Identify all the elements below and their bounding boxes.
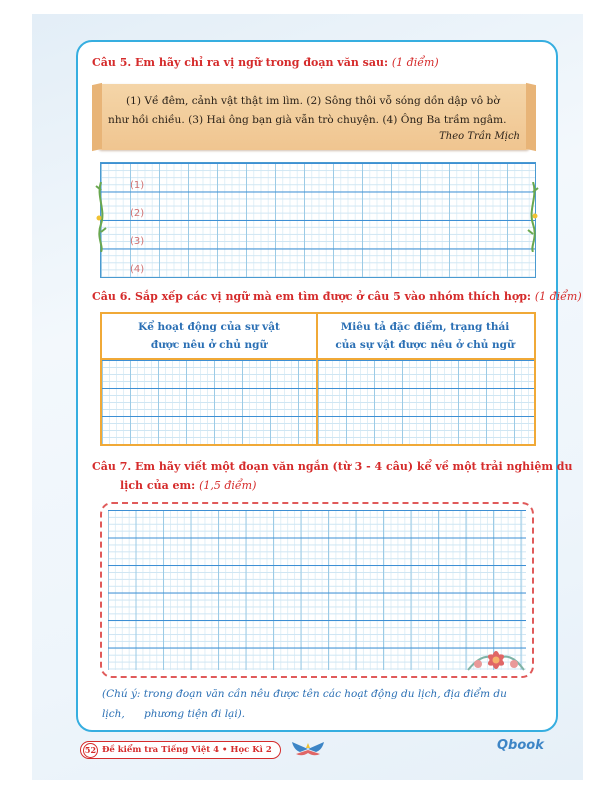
vine-left-icon [94, 182, 108, 252]
column-header-description-line-2: của sự vật được nêu ở chủ ngữ [335, 339, 515, 351]
question-6-label: Câu 6. Sắp xếp các vị ngữ mà em tìm được ở câu 5 vào nhóm thích hợp: [92, 290, 531, 303]
answer-cell-description[interactable] [318, 360, 534, 444]
column-header-activity-line-1: Kể hoạt động của sự vật [138, 321, 280, 333]
question-5-label: Câu 5. Em hãy chỉ ra vị ngữ trong đoạn văn sau: [92, 56, 389, 69]
question-7-label-line-2-wrap [120, 479, 572, 492]
line-number-3: (3) [130, 236, 145, 247]
line-number-4: (4) [130, 264, 145, 275]
question-7-points: (1,5 điểm) [199, 479, 257, 492]
vine-right-icon [526, 182, 540, 252]
passage-banner [98, 84, 530, 150]
question-5-title [92, 56, 439, 69]
book-title: Đề kiểm tra Tiếng Việt 4 • Học Kì 2 [102, 745, 272, 755]
publisher-logo-text: Qbook [497, 738, 544, 753]
column-header-description-line-1: Miêu tả đặc điểm, trạng thái [340, 321, 510, 333]
column-header-description [318, 318, 532, 354]
question-5-points: (1 điểm) [391, 56, 439, 69]
note-line-1: (Chú ý: trong đoạn văn cần nêu được tên các hoạt động du lịch, địa điểm du lịch, [102, 688, 507, 720]
question-7-label-line-2: lịch của em: [120, 479, 196, 492]
butterfly-emblem-icon [290, 740, 326, 758]
question-6-points: (1 điểm) [534, 290, 582, 303]
note-line-2: phương tiện đi lại). [144, 708, 246, 720]
line-number-1: (1) [130, 180, 145, 191]
column-header-activity-line-2: được nêu ở chủ ngữ [150, 339, 268, 351]
question-7-title [92, 460, 572, 492]
passage-source: Theo Trần Mịch [439, 131, 520, 142]
flower-decoration-icon [464, 640, 528, 674]
footer-book-label [80, 741, 281, 759]
question-6-title [92, 290, 582, 303]
line-number-2: (2) [130, 208, 145, 219]
passage-line-2: như hồi chiều. (3) Hai ông bạn già vẫn trò chuyện. (4) Ông Ba trầm ngâm. [108, 114, 507, 126]
column-header-activity [102, 318, 316, 354]
page-number: 52 [83, 743, 98, 758]
passage-text [108, 92, 520, 130]
classification-table [100, 312, 536, 446]
table-header [102, 314, 534, 360]
question-7-label-line-1: Câu 7. Em hãy viết một đoạn văn ngắn (từ 3 - 4 câu) kể về một trải nghiệm du [92, 460, 573, 473]
publisher-logo [497, 738, 544, 753]
answer-cell-activity[interactable] [102, 360, 316, 444]
passage-line-1: (1) Về đêm, cảnh vật thật im lìm. (2) Sông thôi vỗ sóng dồn dập vô bờ [126, 95, 500, 107]
answer-grid-q5[interactable] [100, 162, 536, 278]
